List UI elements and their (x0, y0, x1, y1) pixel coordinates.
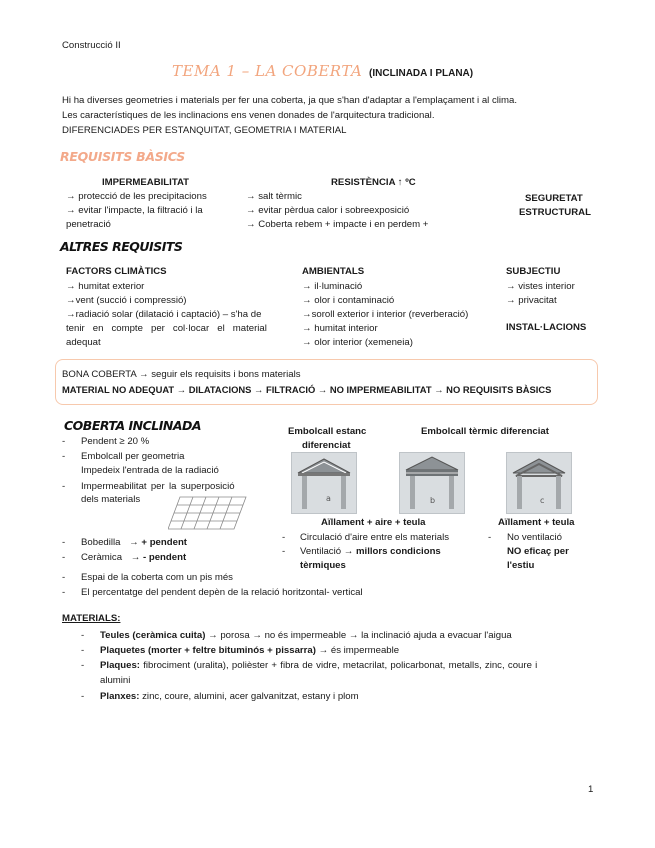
materials-heading-text: MATERIALS: (62, 613, 121, 624)
resistencia-item: → evitar pèrdua calor i sobreexposició (246, 205, 410, 216)
factors-item: adequat (66, 337, 101, 348)
material-plaquetes (100, 645, 399, 656)
bullet-embolcall-2: Impedeix l'entrada de la radiació (81, 465, 219, 476)
col-c-item-bold-2: l'estiu (507, 560, 535, 571)
summary-box (55, 359, 598, 405)
col-c-title: Aïllament + teula (498, 517, 575, 528)
bullet-dash: - (81, 630, 85, 641)
ambientals-item: → olor i contaminació (302, 295, 395, 306)
bullet-dash: - (62, 572, 66, 583)
ventilacio-bold: → millors condicions (343, 546, 441, 557)
material-plaquetes-desc: → és impermeable (315, 645, 400, 656)
col-b-title: Aïllament + aire + teula (321, 517, 426, 528)
ceramica-label: Ceràmica (81, 552, 123, 563)
box-line-1 (62, 369, 301, 380)
impermeabilitat-item: penetració (66, 219, 111, 230)
ventilacio-bold-2: tèrmiques (300, 560, 346, 571)
bullet-dash: - (62, 451, 66, 462)
subjectiu-item: → vistes interior (506, 281, 575, 292)
box-line1-rest: → seguir els requisits i bons materials (138, 369, 301, 380)
intro-line-1: Hi ha diverses geometries i materials per fer una coberta, ja que s'han d'adaptar a l'emplaçament i al clima. (62, 95, 518, 106)
bullet-dash: - (62, 436, 66, 447)
fig-letter-b: b (430, 496, 436, 505)
box-line-2: MATERIAL NO ADEQUAT → DILATACIONS → FILTRACIÓ → NO IMPERMEABILITAT → NO REQUISITS BÀSICS (62, 384, 552, 395)
ambientals-item: → il·luminació (302, 281, 363, 292)
subjectiu-item: → privacitat (506, 295, 557, 306)
bullet-dash: - (282, 532, 286, 543)
material-plaques-desc-2: alumini (100, 675, 131, 686)
col-b-ventilacio (300, 546, 441, 557)
seguretat-line1: SEGURETAT (525, 193, 583, 204)
intro-line-3: DIFERENCIADES PER ESTANQUITAT, GEOMETRIA I MATERIAL (62, 125, 347, 136)
bullet-bobedilla (81, 537, 187, 548)
material-plaques-name: Plaques: (100, 660, 140, 671)
resistencia-title: RESISTÈNCIA ↑ ºC (331, 177, 416, 188)
bullet-dash: - (81, 691, 85, 702)
arrow: → (129, 537, 139, 548)
resistencia-item: → Coberta rebem + impacte i en perdem + (246, 219, 429, 230)
title-main: TEMA 1 – LA COBERTA (172, 62, 363, 80)
box-bona-coberta: BONA COBERTA (62, 369, 137, 380)
course-name: Construcció II (62, 40, 121, 51)
bullet-dash: - (282, 546, 286, 557)
page-title (172, 62, 473, 80)
bullet-dash: - (62, 552, 66, 563)
tile-overlap-sketch (168, 495, 248, 531)
bobedilla-bold: + pendent (141, 537, 187, 548)
bullet-impermeabilitat: Impermeabilitat per la superposició (81, 481, 235, 492)
bullet-embolcall: Embolcall per geometria (81, 451, 185, 462)
factors-item: tenir en compte per col·locar el material (66, 323, 267, 334)
seguretat-line2: ESTRUCTURAL (519, 207, 591, 218)
bullet-dash: - (81, 660, 85, 671)
material-planxes (100, 691, 359, 702)
factors-item: →radiació solar (dilatació i captació) – s'ha de (66, 309, 262, 320)
col-c-item-bold: NO eficaç per (507, 546, 569, 557)
material-planxes-name: Planxes: (100, 691, 140, 702)
section-altres-requisits: ALTRES REQUISITS (60, 239, 183, 254)
intro-line-2: Les característiques de les inclinacions ens venen donades de l'arquitectura tradicional. (62, 110, 435, 121)
ambientals-item: → humitat interior (302, 323, 378, 334)
bobedilla-label: Bobedilla (81, 537, 121, 548)
material-teules-desc: → porosa → no és impermeable → la inclinació ajuda a evacuar l'aigua (205, 630, 512, 641)
bullet-ceramica (81, 552, 186, 563)
section-requisits-basics: REQUISITS BÀSICS (60, 149, 185, 164)
subjectiu-title: SUBJECTIU (506, 266, 561, 277)
fig-label-estanc-1: Embolcall estanc (288, 426, 367, 437)
bullet-dash: - (81, 645, 85, 656)
bullet-pendent: Pendent ≥ 20 % (81, 436, 150, 447)
section-coberta-inclinada: COBERTA INCLINADA (64, 418, 202, 433)
ambientals-title: AMBIENTALS (302, 266, 365, 277)
fig-letter-c: c (540, 496, 545, 505)
impermeabilitat-title: IMPERMEABILITAT (102, 177, 190, 188)
bullet-dash: - (62, 481, 66, 492)
resistencia-item: → salt tèrmic (246, 191, 302, 202)
bullet-dash: - (488, 532, 492, 543)
fig-label-termic: Embolcall tèrmic diferenciat (421, 426, 549, 437)
page-number: 1 (588, 784, 594, 795)
bullet-dash: - (62, 587, 66, 598)
factors-item: → humitat exterior (66, 281, 145, 292)
impermeabilitat-item: → evitar l'impacte, la filtració i la (66, 205, 203, 216)
material-plaques-desc: fibrociment (uralita), polièster + fibra de vidre, metacrilat, policarbonat, metalls, zinc, coure i (140, 660, 538, 671)
ventilacio-label: Ventilació (300, 546, 342, 557)
material-plaques (100, 660, 537, 671)
bullet-espai: Espai de la coberta com un pis més (81, 572, 233, 583)
col-c-item: No ventilació (507, 532, 562, 543)
roof-diagram-c (506, 452, 572, 514)
bullet-dash: - (62, 537, 66, 548)
bullet-percentatge: El percentatge del pendent depèn de la relació horitzontal- vertical (81, 587, 363, 598)
material-planxes-desc: zinc, coure, alumini, acer galvanitzat, estany i plom (139, 691, 359, 702)
col-b-item: Circulació d'aire entre els materials (300, 532, 449, 543)
fig-letter-a: a (326, 494, 331, 503)
roof-diagram-a (291, 452, 357, 514)
bullet-impermeabilitat-2: dels materials (81, 494, 141, 505)
materials-heading (62, 613, 120, 624)
material-teules (100, 630, 512, 641)
ambientals-item: →soroll exterior i interior (reverberació) (302, 309, 469, 320)
factors-title: FACTORS CLIMÀTICS (66, 266, 167, 277)
impermeabilitat-item: → protecció de les precipitacions (66, 191, 207, 202)
ceramica-bold: - pendent (143, 552, 187, 563)
installacions-title: INSTAL·LACIONS (506, 322, 587, 333)
arrow: → (130, 552, 141, 563)
title-sub: (INCLINADA I PLANA) (369, 68, 474, 79)
ambientals-item: → olor interior (xemeneia) (302, 337, 413, 348)
factors-item: →vent (succió i compressió) (66, 295, 187, 306)
fig-label-estanc-2: diferenciat (302, 440, 351, 451)
material-teules-name: Teules (ceràmica cuita) (100, 630, 206, 641)
roof-diagram-b (399, 452, 465, 514)
material-plaquetes-name: Plaquetes (morter + feltre bituminós + pissarra) (100, 645, 316, 656)
